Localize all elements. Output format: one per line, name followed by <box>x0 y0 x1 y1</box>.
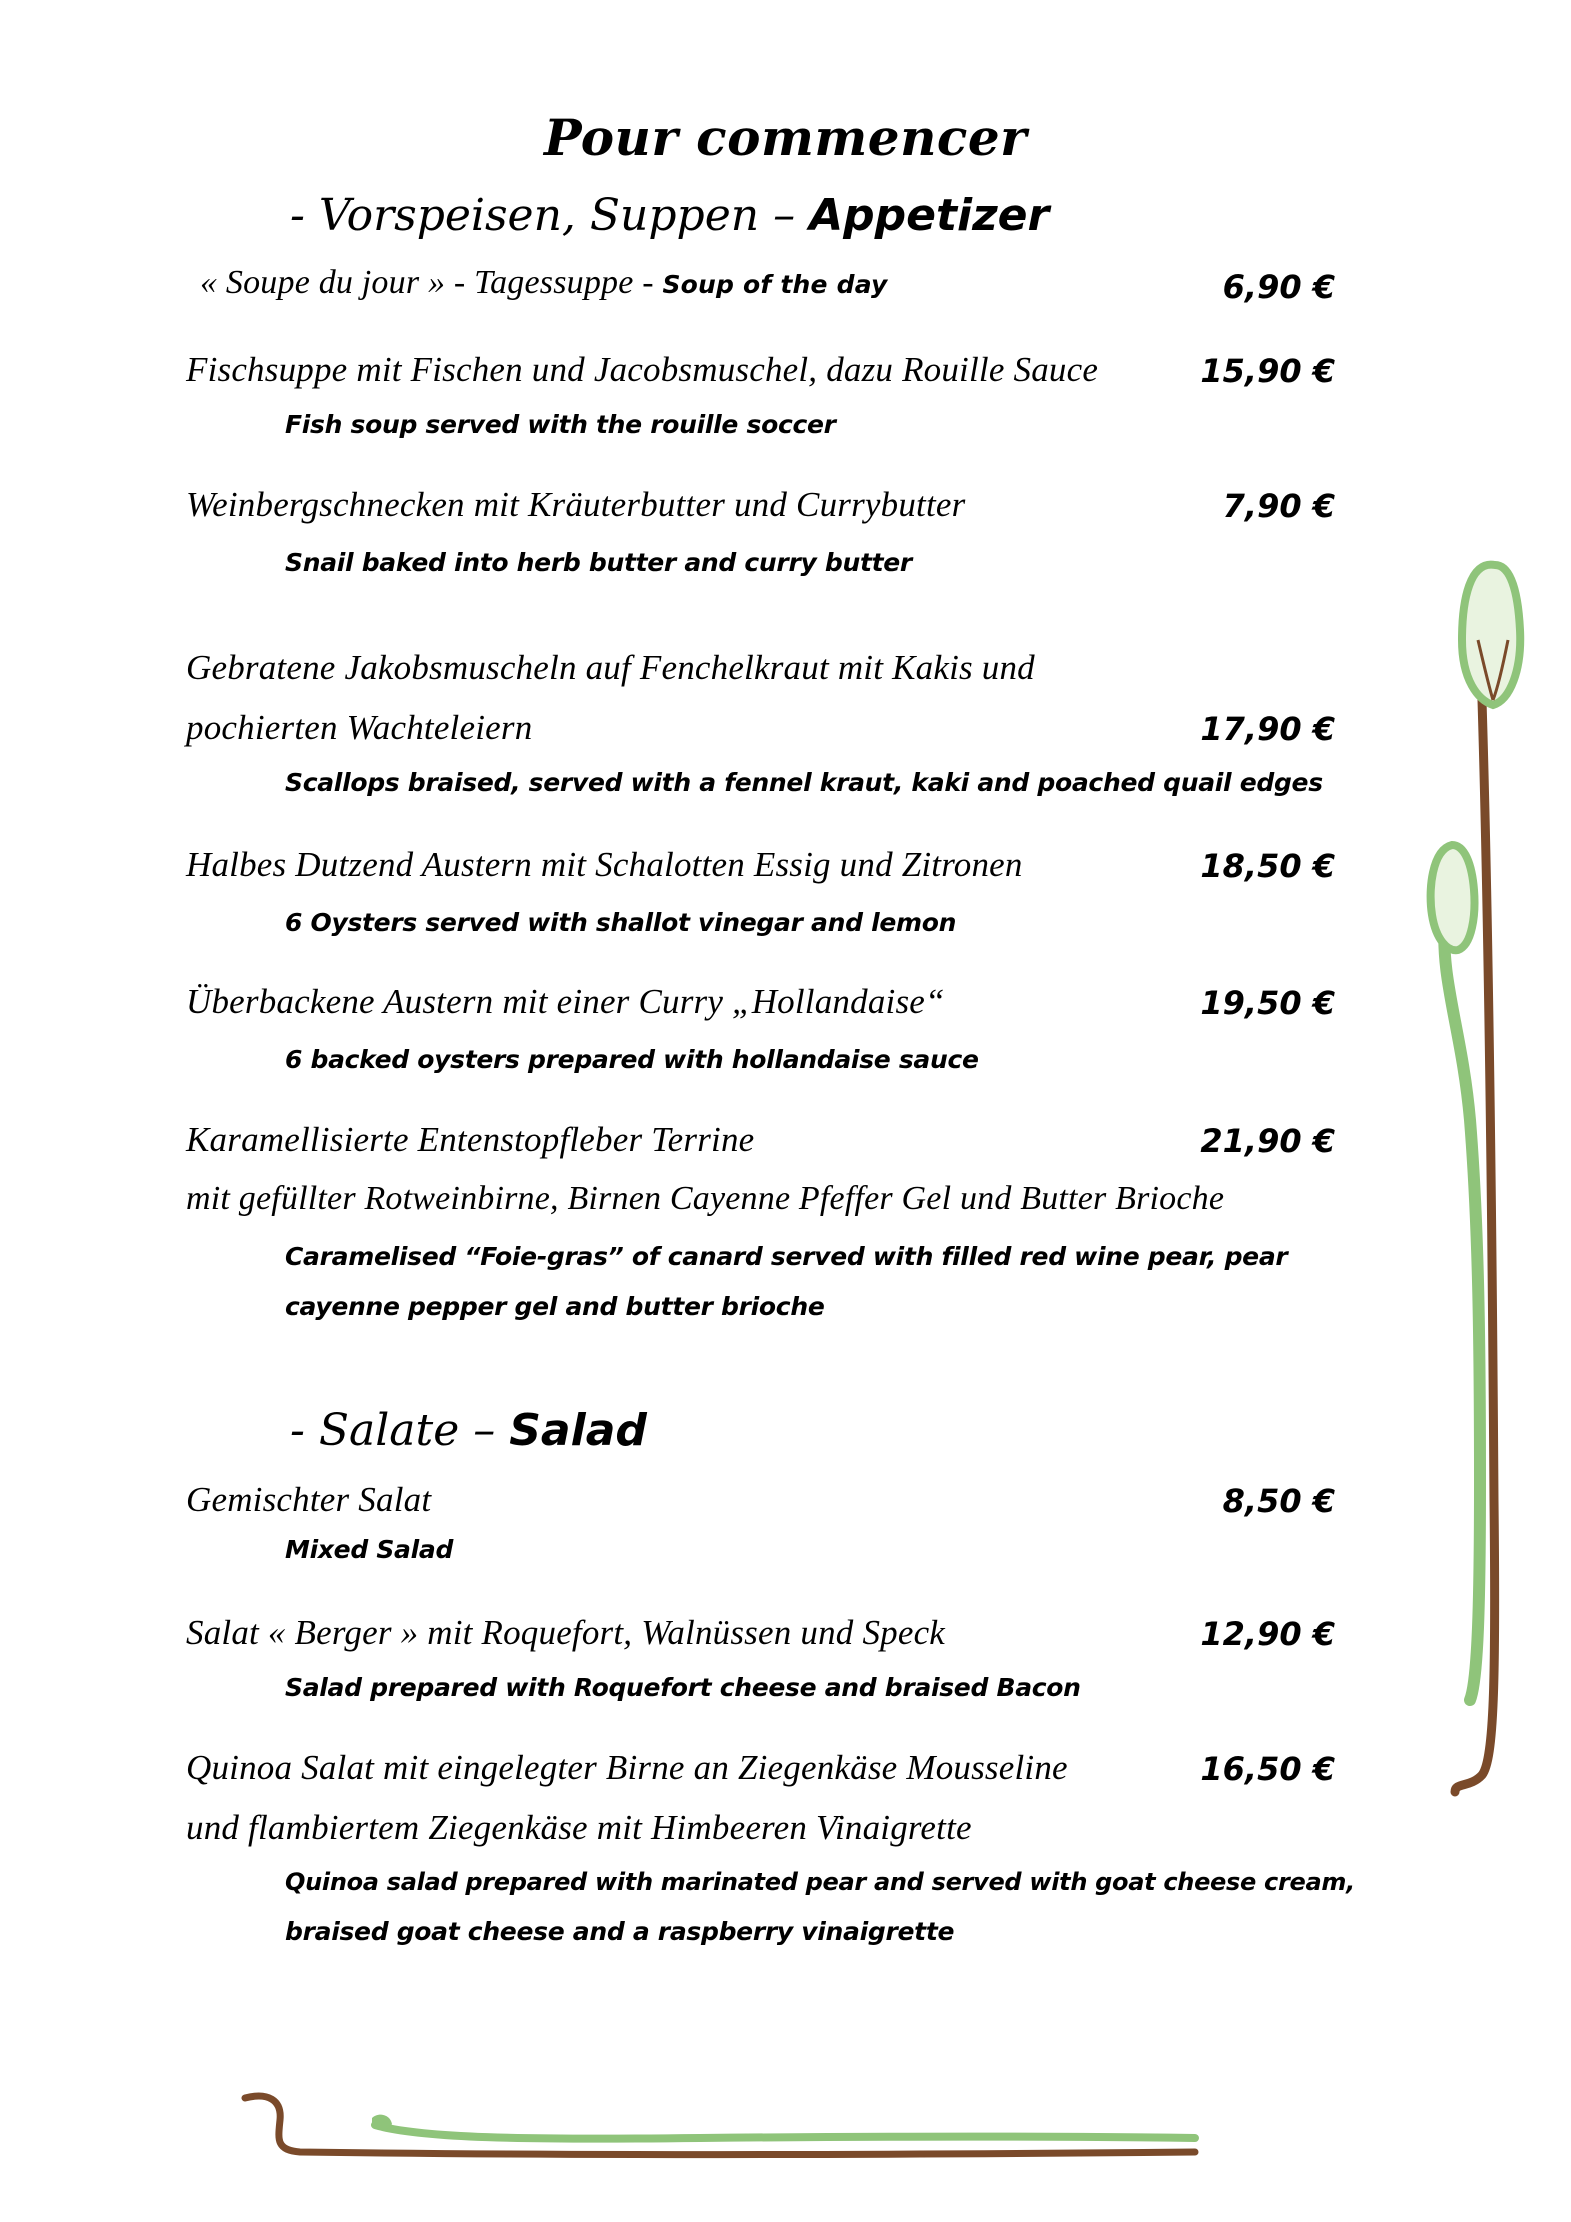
item-en: 6 Oysters served with shallot vinegar and lemon <box>285 908 957 937</box>
item-de: Überbackene Austern mit einer Curry „Hollandaise“ <box>186 982 945 1021</box>
item-de: Gebratene Jakobsmuscheln auf Fenchelkraut mit Kakis und <box>186 648 1035 687</box>
salad-heading <box>290 1405 647 1456</box>
item-en: Snail baked into herb butter and curry butter <box>285 548 912 577</box>
item-en-2: braised goat cheese and a raspberry vinaigrette <box>285 1917 955 1946</box>
salad-heading-de: - Salate – <box>290 1405 510 1456</box>
item-de-2: und flambiertem Ziegenkäse mit Himbeeren Vinaigrette <box>186 1808 972 1847</box>
item-price: 15,90 € <box>1200 352 1335 390</box>
item-en-2: cayenne pepper gel and butter brioche <box>285 1292 825 1321</box>
item-de: Salat « Berger » mit Roquefort, Walnüssen und Speck <box>186 1613 946 1652</box>
item-en: Scallops braised, served with a fennel kraut, kaki and poached quail edges <box>285 768 1323 797</box>
item-price: 21,90 € <box>1200 1122 1335 1160</box>
item-price: 8,50 € <box>1222 1482 1335 1520</box>
item-de-2: mit gefüllter Rotweinbirne, Birnen Cayenne Pfeffer Gel und Butter Brioche <box>186 1180 1225 1217</box>
soup-de: « Soupe du jour » - Tagessuppe - <box>200 264 663 301</box>
item-de: Quinoa Salat mit eingelegter Birne an Ziegenkäse Mousseline <box>186 1748 1068 1787</box>
item-en: Caramelised “Foie-gras” of canard served with filled red wine pear, pear <box>285 1242 1288 1271</box>
item-de: Karamellisierte Entenstopfleber Terrine <box>186 1120 755 1159</box>
item-de: Fischsuppe mit Fischen und Jacobsmuschel, dazu Rouille Sauce <box>186 350 1099 389</box>
item-price: 18,50 € <box>1200 847 1335 885</box>
item-price: 16,50 € <box>1200 1750 1335 1788</box>
item-de: Weinbergschnecken mit Kräuterbutter und Currybutter <box>186 485 966 524</box>
item-price: 17,90 € <box>1200 710 1335 748</box>
item-en: Fish soup served with the rouille soccer <box>285 410 836 439</box>
item-en: 6 backed oysters prepared with hollandaise sauce <box>285 1045 979 1074</box>
item-price: 12,90 € <box>1200 1615 1335 1653</box>
soup-price: 6,90 € <box>1222 268 1335 306</box>
soup-of-day-line <box>200 264 888 302</box>
item-price: 7,90 € <box>1222 487 1335 525</box>
salad-heading-en: Salad <box>509 1405 647 1456</box>
page-title: Pour commencer <box>543 108 1028 167</box>
appetizer-heading-en: Appetizer <box>809 190 1050 241</box>
item-en: Salad prepared with Roquefort cheese and braised Bacon <box>285 1673 1081 1702</box>
soup-en: Soup of the day <box>662 270 888 299</box>
appetizer-heading <box>290 190 1049 241</box>
item-price: 19,50 € <box>1200 984 1335 1022</box>
item-de: Gemischter Salat <box>186 1480 432 1519</box>
item-en: Quinoa salad prepared with marinated pear and served with goat cheese cream, <box>285 1868 1355 1896</box>
item-de: Halbes Dutzend Austern mit Schalotten Essig und Zitronen <box>186 845 1023 884</box>
item-de-2: pochierten Wachteleiern <box>186 708 533 747</box>
appetizer-heading-de: - Vorspeisen, Suppen – <box>290 190 810 241</box>
item-en: Mixed Salad <box>285 1535 454 1564</box>
